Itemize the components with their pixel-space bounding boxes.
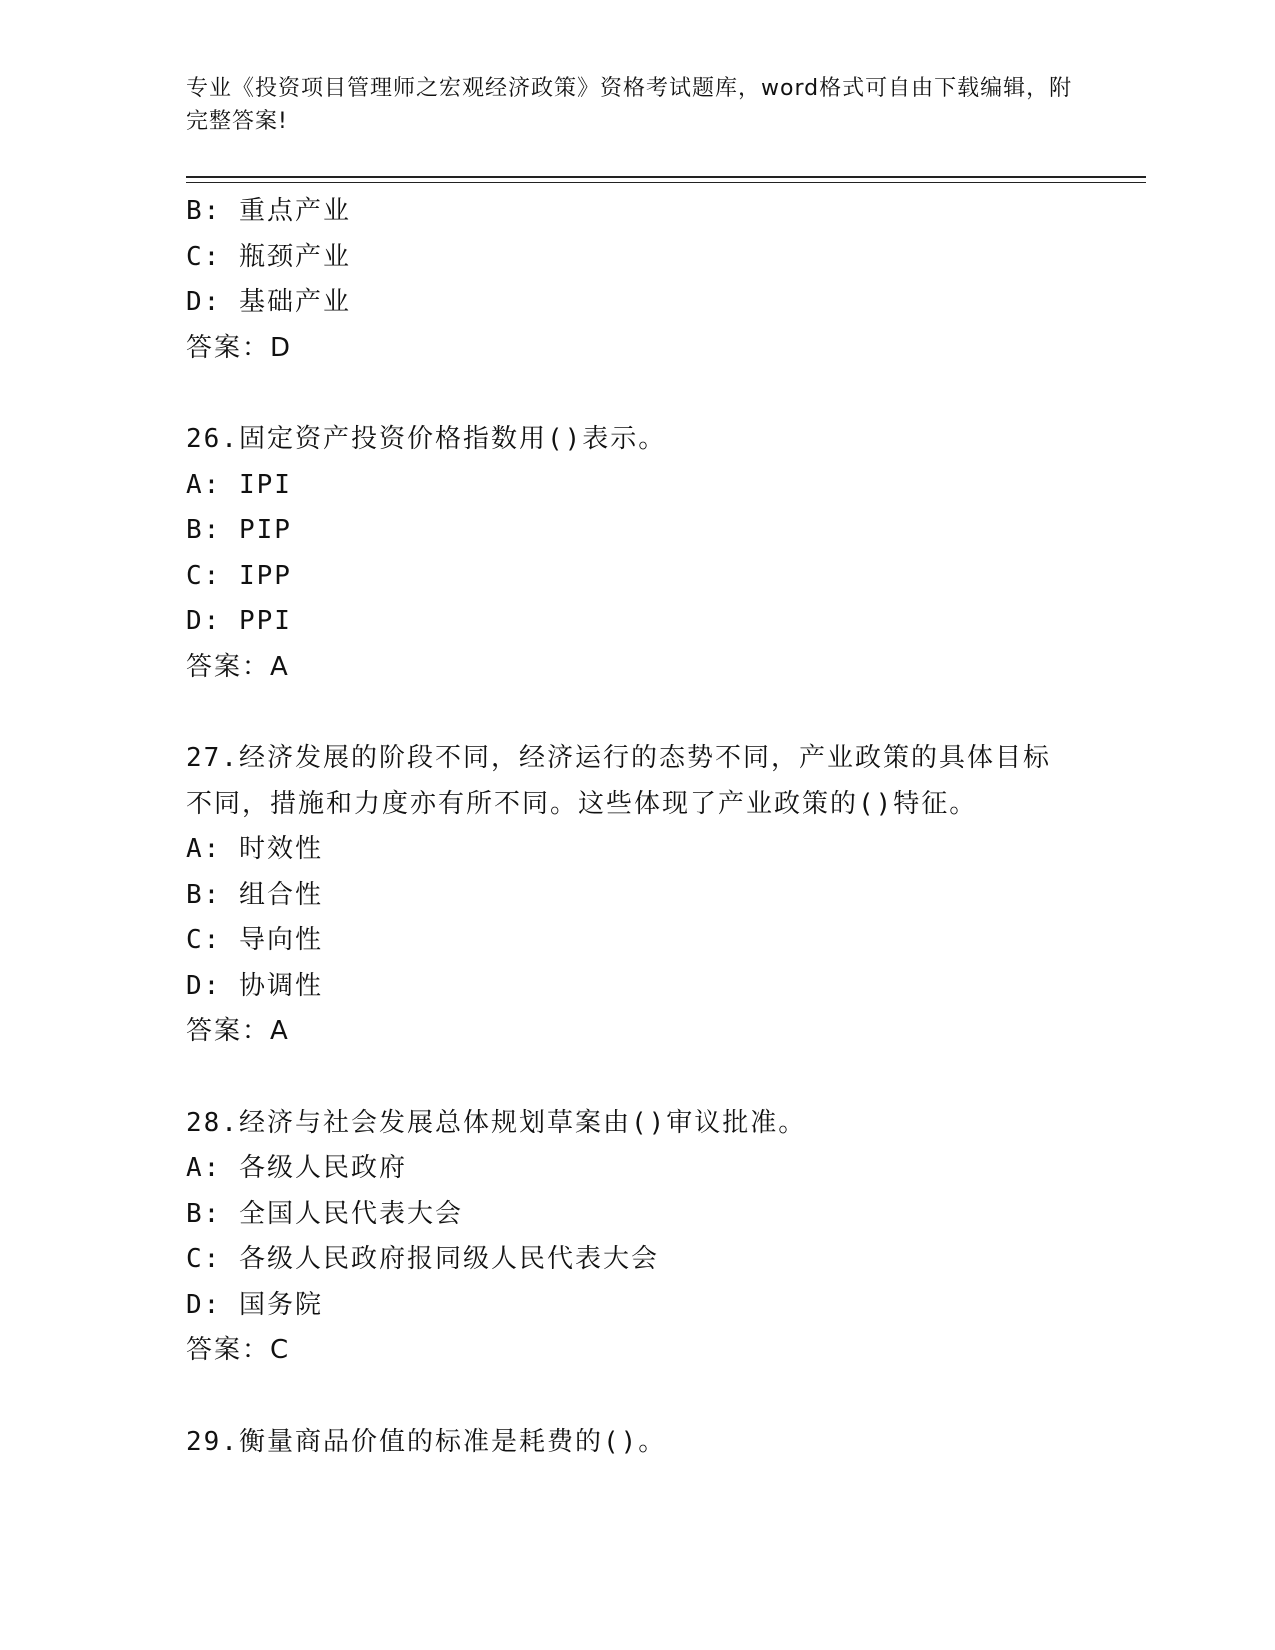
question-29 xyxy=(186,1420,1086,1466)
option-b: B: 全国人民代表大会 xyxy=(186,1198,463,1229)
option-c: C: 导向性 xyxy=(186,925,323,955)
option-c: C: 各级人民政府报同级人民代表大会 xyxy=(186,1244,659,1274)
spacer xyxy=(186,690,1086,736)
spacer xyxy=(186,1374,1086,1420)
option-c: C: IPP xyxy=(186,560,292,591)
question-28 xyxy=(186,1101,1086,1374)
question-27 xyxy=(186,736,1086,1055)
option-b: B: 组合性 xyxy=(186,879,323,910)
option-a: A: IPI xyxy=(186,469,292,500)
document-header: 专业《投资项目管理师之宏观经济政策》资格考试题库，word格式可自由下载编辑，附完整答案! xyxy=(186,76,1073,134)
header-divider-thick xyxy=(186,176,1146,178)
question-list xyxy=(186,189,1086,1465)
spacer xyxy=(186,371,1086,417)
option-d: D: 国务院 xyxy=(186,1289,323,1320)
answer: 答案：C xyxy=(186,1335,291,1365)
question-stem-line-1: 27.经济发展的阶段不同，经济运行的态势不同，产业政策的具体目标 xyxy=(186,743,1051,773)
option-d: D: PPI xyxy=(186,606,292,636)
option-b: B: 重点产业 xyxy=(186,196,351,226)
question-stem-line-2: 不同，措施和力度亦有所不同。这些体现了产业政策的()特征。 xyxy=(186,788,978,819)
question-stem: 29.衡量商品价值的标准是耗费的()。 xyxy=(186,1426,667,1457)
option-a: A: 各级人民政府 xyxy=(186,1153,407,1183)
option-c: C: 瓶颈产业 xyxy=(186,241,351,272)
question-26 xyxy=(186,417,1086,690)
option-b: B: PIP xyxy=(186,515,292,545)
answer: 答案：A xyxy=(186,1016,290,1046)
question-stem: 26.固定资产投资价格指数用()表示。 xyxy=(186,424,667,454)
spacer xyxy=(186,1055,1086,1101)
header-divider-thin xyxy=(186,182,1146,183)
question-25-tail xyxy=(186,189,1086,371)
question-stem: 28.经济与社会发展总体规划草案由()审议批准。 xyxy=(186,1107,807,1138)
option-d: D: 协调性 xyxy=(186,970,323,1001)
answer: 答案：A xyxy=(186,651,290,682)
option-a: A: 时效性 xyxy=(186,834,323,864)
answer: 答案：D xyxy=(186,332,293,363)
option-d: D: 基础产业 xyxy=(186,287,351,317)
